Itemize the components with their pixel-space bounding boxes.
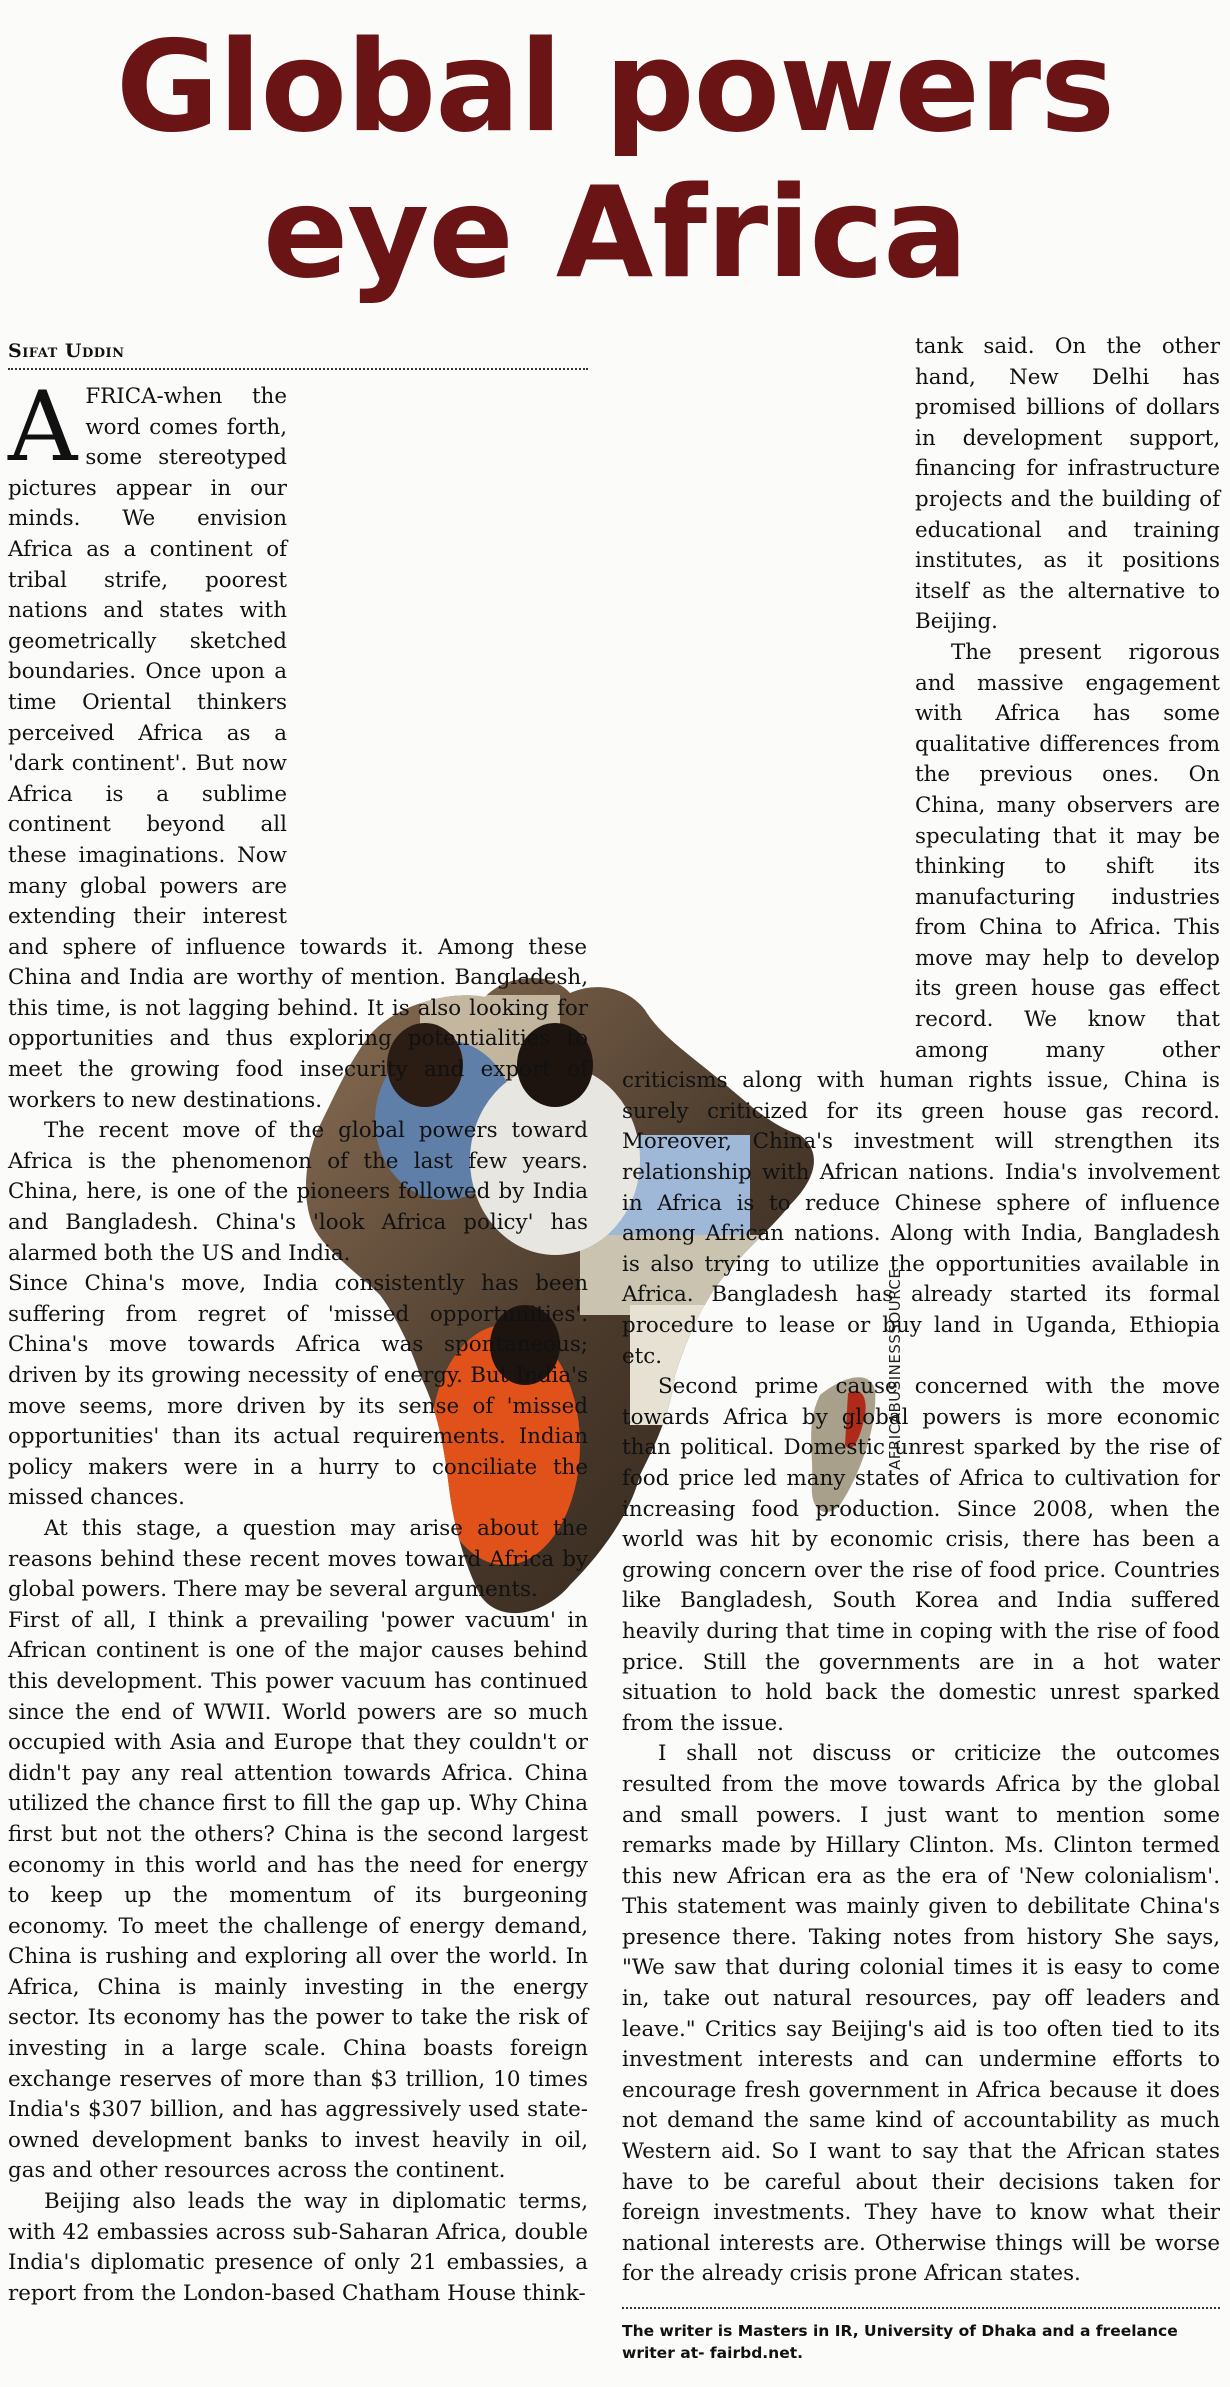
paragraph: First of all, I think a prevailing 'power vacuum' in African continent is one of the major causes behind this development. This power vacuum has continued since the end of WWII. World powers are so much occupied with Asia and Europe that they couldn't or didn't pay any real attention towards Africa. China utilized the chance first to fill the gap up. Why China first but not the others? China is the second largest economy in this world and has the need for energy to keep up the momentum of its burgeoning economy. To meet the challenge of energy demand, China is rushing and exploring all over the world. In Africa, China is mainly investing in the energy sector. Its economy has the power to take the risk of investing in a large scale. China boasts foreign exchange reserves of more than $3 trillion, 10 times India's $307 billion, and has aggressively used state-owned development banks to invest heavily in oil, gas and other resources across the continent.	[8, 1607, 588, 2184]
paragraph: AFRICA-when the word comes forth, some stereotyped pictures appear in our minds. We envision Africa as a continent of tribal strife, poorest nations and states with geometrically sketched boundaries. Once upon a time Oriental thinkers perceived Africa as a 'dark continent'. But now Africa is a sublime continent beyond all these imaginations. Now many global powers are extending their interest and sphere of influence towards it. Among these China and India are worthy of mention. Bangladesh, this time, is not lagging behind. It is also looking for opportunities and thus exploring potentialities to meet the growing food insecurity and export of workers to new destinations.	[8, 371, 588, 1113]
headline	[0, 14, 1230, 306]
paragraph: At this stage, a question may arise about the reasons behind these recent moves toward Africa by global powers. There may be several arguments.	[8, 1515, 588, 1603]
paragraph: Since China's move, India consistently has been suffering from regret of 'missed opportunities'. China's move towards Africa was spontaneous; driven by its growing necessity of energy. But India's move seems, more driven by its sense of 'missed opportunities' than its actual requirements. Indian policy makers were in a hurry to conciliate the missed chances.	[8, 1271, 588, 1511]
paragraph: Beijing also leads the way in diplomatic terms, with 42 embassies across sub-Saharan Africa, double India's diplomatic presence of only 21 embassies, a report from the London-based Chatham House think-	[8, 2189, 588, 2306]
paragraph: The present rigorous and massive engagement with Africa has some qualitative differences from the previous ones. On China, many observers are speculating that it may be thinking to shift its manufacturing industries from China to Africa. This move may help to develop its green house gas effect record. We know that among many other criticisms along with human rights issue, China is surely criticized for its green house gas record. Moreover, China's investment will strengthen its relationship with African nations. India's involvement in Africa is to reduce Chinese sphere of influence among African nations. Along with India, Bangladesh is also trying to utilize the opportunities available in Africa. Bangladesh has already started its formal procedure to lease or buy land in Uganda, Ethiopia etc.	[622, 639, 1220, 1369]
byline: Sifat Uddin	[8, 340, 125, 362]
footer-divider	[622, 2307, 1220, 2309]
paragraph: The recent move of the global powers toward Africa is the phenomenon of the last few years. China, here, is one of the pioneers followed by India and Bangladesh. China's 'look Africa policy' has alarmed both the US and India.	[8, 1118, 588, 1266]
byline-divider	[8, 368, 588, 370]
headline-line-1: Global powers	[115, 13, 1115, 160]
headline-line-2: eye Africa	[262, 159, 968, 306]
paragraph: I shall not discuss or criticize the outcomes resulted from the move towards Africa by the global and small powers. I just want to mention some remarks made by Hillary Clinton. Ms. Clinton termed this new African era as the era of 'New colonialism'. This statement was mainly given to debilitate China's presence there. Taking notes from history She says, "We saw that during colonial times it is easy to come in, take out natural resources, pay off leaders and leave." Critics say Beijing's aid is too often tied to its investment interests and can undermine efforts to encourage fresh government in Africa because it does not demand the same kind of accountability as much Western aid. So I want to say that the African states have to be careful about their decisions taken for foreign investments. They have to know what their national interests are. Otherwise things will be worse for the already crisis prone African states.	[622, 1741, 1220, 2287]
left-column	[8, 371, 588, 2309]
right-column	[622, 332, 1220, 2290]
paragraph: Second prime cause concerned with the move towards Africa by global powers is more economic than political. Domestic unrest sparked by the rise of food price led many states of Africa to cultivation for increasing food production. Since 2008, when the world was hit by economic crisis, there has been a growing concern over the rise of food price. Countries like Bangladesh, South Korea and India suffered heavily during that time in coping with the rise of food price. Still the governments are in a hot water situation to hold back the domestic unrest sparked from the issue.	[622, 1374, 1220, 1736]
photo-credit: AFRICABUSINESSSOURCE	[886, 1268, 904, 1470]
author-note: The writer is Masters in IR, University of Dhaka and a freelance writer at- fairbd.net.	[622, 2322, 1178, 2362]
paragraph: tank said. On the other hand, New Delhi has promised billions of dollars in development support, financing for infrastructure projects and the building of educational and training institutes, as it positions itself as the alternative to Beijing.	[915, 334, 1220, 635]
drop-cap: A	[8, 371, 78, 483]
